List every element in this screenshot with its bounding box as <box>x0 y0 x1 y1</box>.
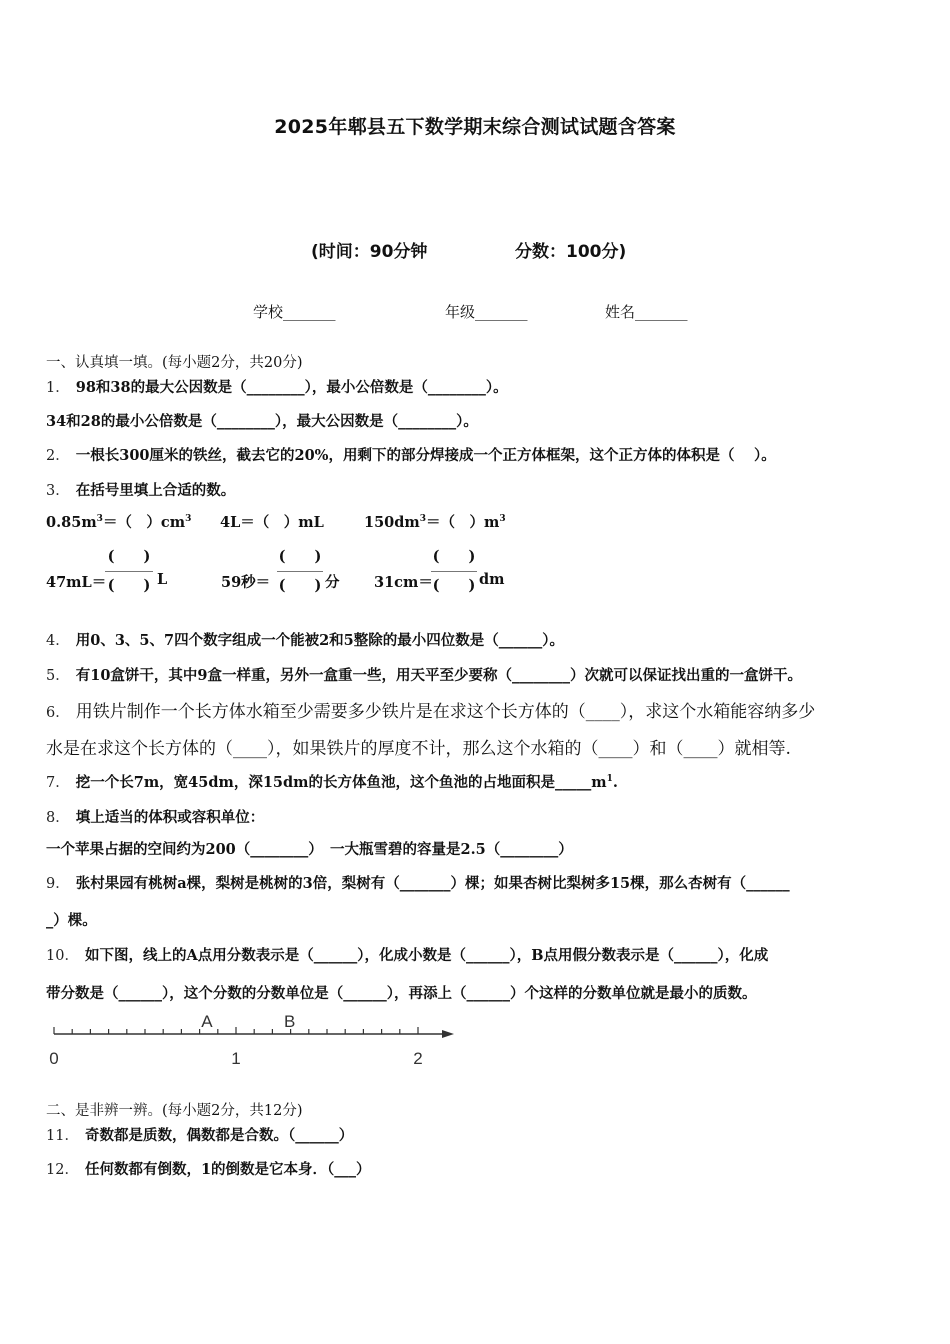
number-line <box>40 1008 470 1070</box>
school-field: 学校_______ <box>253 303 336 321</box>
question-number: 1． <box>46 380 70 396</box>
section1-header: 一、认真填一填。(每小题2分，共20分) <box>46 355 303 371</box>
q3-frac-c-pre: 31cm＝ <box>374 574 433 591</box>
question-7: 7． 挖一个长7m，宽45dm，深15dm的长方体鱼池，这个鱼池的占地面积是$\_\_\_\_\_m^1$. <box>46 774 618 791</box>
q3-conversion-a: $0.85m^3=$（ ）$cm^3$ <box>46 514 192 531</box>
q3-conversion-b: 4L＝（ ）mL <box>220 514 324 531</box>
q3-fraction-b: ( ) ( ) <box>278 548 322 594</box>
question-9: 9． 张村果园有桃树a棵，梨树是桃树的3倍，梨树有（_______）棵；如果杏树比梨树多15棵，那么杏树有（______ <box>46 875 790 892</box>
q3-frac-c-post: dm <box>479 571 505 588</box>
q3-frac-a-post: L <box>157 571 168 588</box>
tick-label-0: 0 <box>49 1049 59 1068</box>
question-6: 6． 用铁片制作一个长方体水箱至少需要多少铁片是在求这个长方体的（____），求这个水箱能容纳多少 <box>46 702 816 722</box>
question-4: 4． 用0、3、5、7四个数字组成一个能被2和5整除的最小四位数是（______）。 <box>46 632 565 649</box>
question-1-line2: 34和28的最小公倍数是（________），最大公因数是（________）。 <box>46 413 478 430</box>
question-8: 8． 填上适当的体积或容积单位： <box>46 809 265 826</box>
name-field: 姓名_______ <box>605 303 688 321</box>
question-11: 11． 奇数都是质数，偶数都是合数。（______） <box>46 1127 354 1144</box>
section2-header: 二、是非辨一辨。(每小题2分，共12分) <box>46 1103 303 1119</box>
tick-label-2: 2 <box>413 1049 423 1068</box>
question-6-line2: 水是在求这个长方体的（____），如果铁片的厚度不计，那么这个水箱的（____）和（____）就相等. <box>46 739 791 759</box>
exam-score: 分数：100分) <box>515 242 627 262</box>
point-a-label: A <box>201 1012 213 1031</box>
question-number: 3． <box>46 483 70 499</box>
question-2 <box>46 444 776 465</box>
grade-field: 年级_______ <box>445 303 528 321</box>
tick-label-1: 1 <box>231 1049 241 1068</box>
question-10: 10． 如下图，线上的A点用分数表示是（______），化成小数是（______），B点用假分数表示是（______），化成 <box>46 947 769 964</box>
point-b-label: B <box>284 1012 296 1031</box>
question-10-line2: 带分数是（______），这个分数的分数单位是（______），再添上（______）个这样的分数单位就是最小的质数。 <box>46 985 757 1002</box>
q3-frac-b-pre: 59秒＝ <box>221 574 271 591</box>
question-number: 2． <box>46 448 70 464</box>
q3-fraction-c: ( ) ( ) <box>432 548 476 594</box>
question-8-line2: 一个苹果占据的空间约为200（________） 一大瓶雪碧的容量是2.5（________） <box>46 841 573 858</box>
question-text: 在括号里填上合适的数。 <box>75 482 236 499</box>
q3-frac-a-pre: 47mL＝ <box>46 574 107 591</box>
question-3 <box>46 479 235 500</box>
q3-conversion-c: $150dm^3=$（ ）$m^3$ <box>364 514 506 531</box>
question-text: 一根长300厘米的铁丝，截去它的20%，用剩下的部分焊接成一个正方体框架，这个正方体的体积是（ ）。 <box>75 447 776 464</box>
q3-fraction-a: ( ) ( ) <box>105 545 153 599</box>
question-9-line2: _）棵。 <box>46 912 97 929</box>
question-text: 98和38的最大公因数是（________），最小公倍数是（________）。 <box>75 379 508 396</box>
page-title: 2025年郫县五下数学期末综合测试试题含答案 <box>274 116 676 138</box>
q3-frac-b-post: 分 <box>325 574 340 591</box>
question-5: 5． 有10盒饼干，其中9盒一样重，另外一盒重一些，用天平至少要称（________）次就可以保证找出重的一盒饼干。 <box>46 667 802 684</box>
exam-time: (时间：90分钟 <box>311 242 428 262</box>
question-12: 12． 任何数都有倒数，1的倒数是它本身．（___） <box>46 1161 371 1178</box>
axis-arrow <box>442 1030 454 1038</box>
question-1 <box>46 376 508 397</box>
